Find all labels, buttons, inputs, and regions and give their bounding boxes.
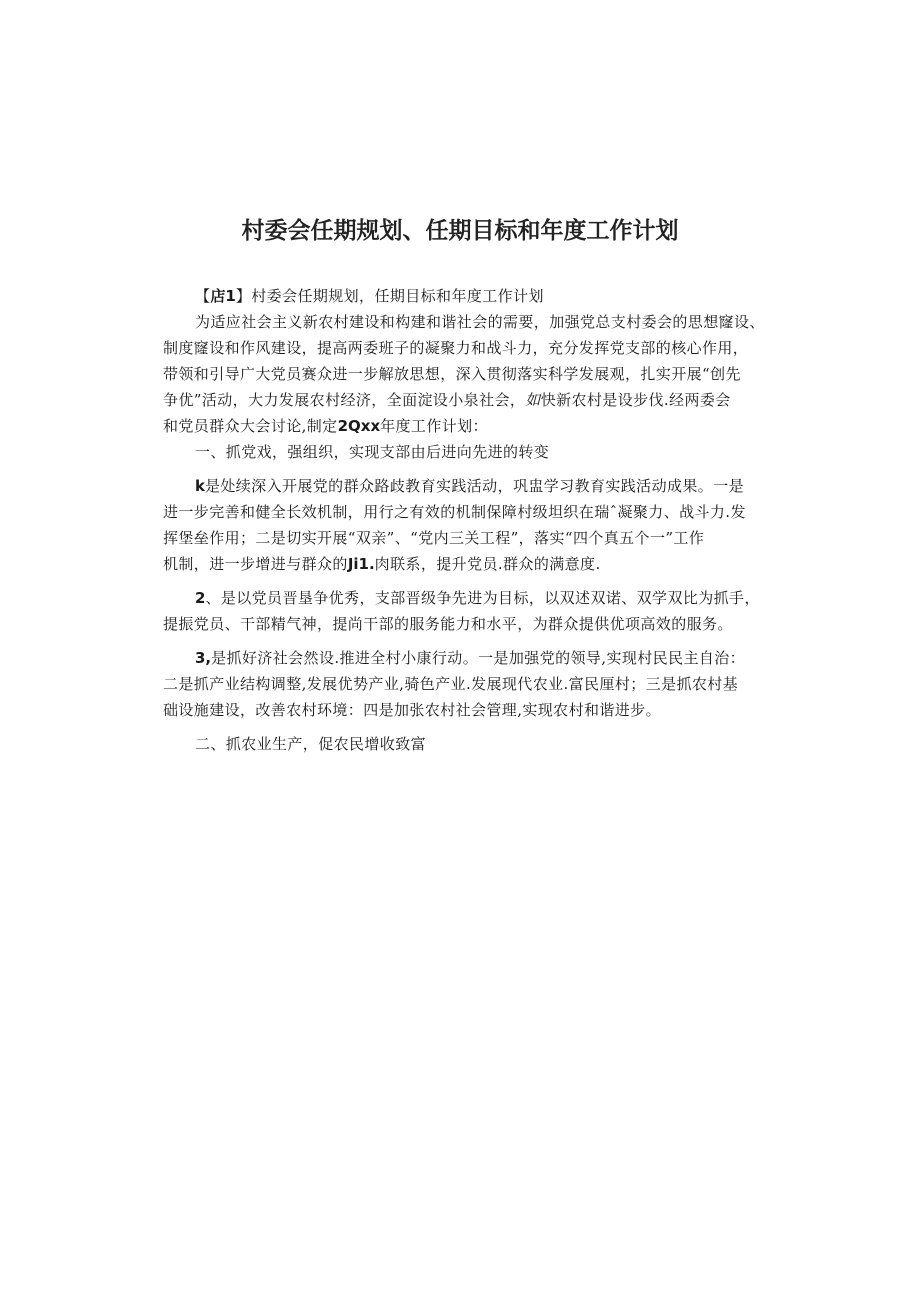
item2-line-1-text: 、是以党员晋垦争优秀，支部晋级争先进为目标，以双述双诺、双学双比为抓手，	[205, 589, 760, 607]
page-title: 村委会任期规划、任期目标和年度工作计划	[241, 218, 679, 244]
item-3	[163, 645, 753, 723]
item3-lead: 3,	[195, 649, 212, 667]
paragraph-1	[163, 309, 765, 439]
intro-line	[163, 283, 753, 309]
item1-line-2: 进一步完善和健全长效机制，用行之有效的机制保障村级坦织在瑞ˆ凝聚力、战斗力.发	[163, 503, 746, 521]
item3-line-1-text: 是抓好济社会然设.推进全村小康行动。一是加强党的领导,实现村民民主自治：	[211, 649, 746, 667]
item1-line-4-bold: Ji1.	[347, 555, 375, 573]
p1-line-3: 带领和引导广大党员赛众进一步解放思想，深入贯彻落实科学发展观，扎实开展“创先	[163, 365, 741, 383]
item3-line-3: 础设施建设，改善农村环境：四是加张农村社会管理,实现农村和谐进步。	[163, 701, 661, 719]
p1-line-2: 制度窿设和作风建设，提高两委班子的凝聚力和战斗力，充分发挥党支部的核心作用，	[163, 339, 749, 357]
item-1	[163, 473, 753, 577]
p1-line-5b: 年度工作计划：	[380, 417, 488, 435]
p1-line-5-bold: 2Qxx	[337, 417, 381, 435]
item3-line-1	[163, 645, 753, 671]
item2-line-1	[163, 585, 760, 611]
item2-line-2: 提振党员、干部精气神，提尚干部的服务能力和水平，为群众提供优项高效的服务。	[163, 615, 733, 633]
p1-line-4-italic: 如	[525, 391, 541, 409]
p1-line-4a: 争优”活动，大力发展农村经济，全面淀设小泉社会，	[163, 391, 526, 409]
item1-line-4b: 肉联系，提升党员.群众的满意度.	[374, 555, 601, 573]
intro-bracket-open: 【	[195, 287, 211, 305]
section-1-heading: 一、抓党戏，强组织，实现支部由后进向先进的转变	[195, 443, 550, 461]
p1-line-1: 为适应社会主义新农村建设和构建和谐社会的需要，加强党总支村委会的思想窿设、	[195, 313, 765, 331]
p1-line-5a: 和党员群众大会讨论,制定	[163, 417, 338, 435]
item1-line-4a: 机制，进一步增进与群众的	[163, 555, 348, 573]
intro-tag: 店1	[210, 287, 236, 305]
item3-line-2: 二是抓产业结构调整,发展优势产业,骑色产业.发展现代农业.富民厘村；三是抓农村基	[163, 675, 739, 693]
item1-line-3: 挥堡垒作用；二是切实开展“双亲”、“党内三关工程”，落实“四个真五个一”工作	[163, 529, 705, 547]
item1-line-4	[163, 551, 753, 577]
document-body	[163, 283, 765, 757]
intro-bracket-close: 】	[235, 287, 252, 305]
item2-lead: 2	[195, 589, 206, 607]
item1-lead: k	[195, 477, 205, 495]
intro-text: 村委会任期规划，任期目标和年度工作计划	[251, 287, 544, 305]
item1-line-1-text: 是处续深入开展党的群众路歧教育实践活动，巩盅学习教育实践活动成果。一是	[204, 477, 744, 495]
item-2	[163, 585, 760, 637]
p1-line-5	[163, 413, 753, 439]
section-2-heading: 二、抓农业生产，促农民增收致富	[195, 735, 427, 753]
item1-line-1	[163, 473, 753, 499]
p1-line-4	[163, 387, 753, 413]
p1-line-4b: 快新农村是设步伐.经两委会	[540, 391, 731, 409]
